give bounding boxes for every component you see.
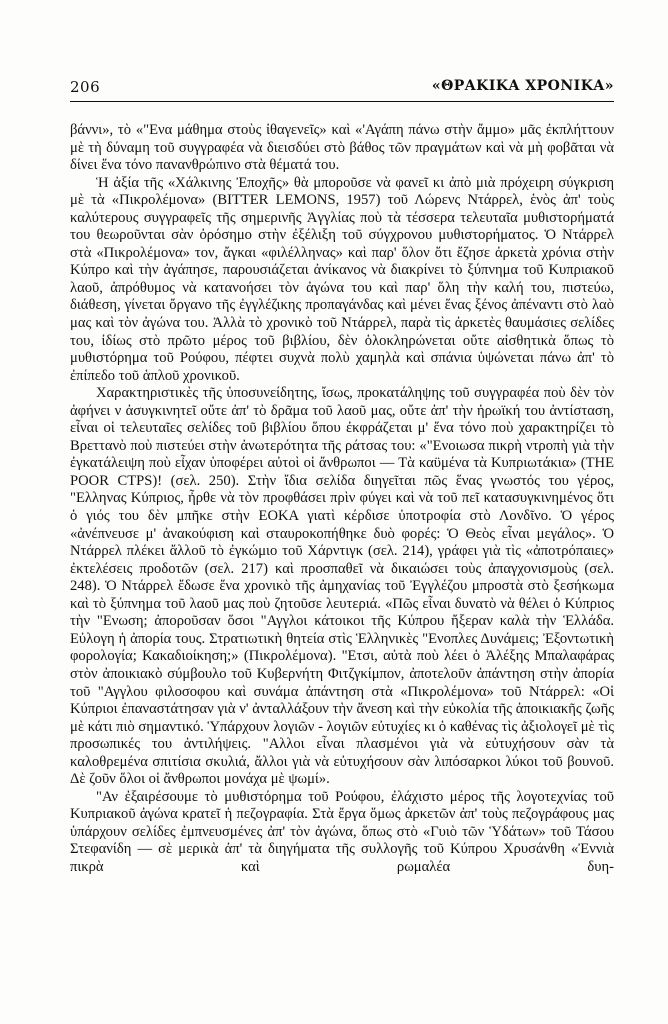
header-rule xyxy=(70,101,614,102)
page-number: 206 xyxy=(70,78,101,96)
paragraph-continuation: βάννι», τὸ «"Ενα μάθημα στοὺς ἰθαγενεῖς» καὶ «'Αγάπη πάνω στὴν ἄμμο» μᾶς ἐκπλήττουν μὲ τὴ δύναμη τοῦ συγγραφέα νὰ διεισδύει στὸ βάθος τῶν πραγμάτων καὶ νὰ μὴ φοβᾶται νὰ δίνει ἕνα τόνο πανανθρώπινο στὰ θέματά του. xyxy=(70,122,614,174)
paragraph: "Αν ἐξαιρέσουμε τὸ μυθιστόρημα τοῦ Ρούφου, ἐλάχιστο μέρος τῆς λογοτεχνίας τοῦ Κυπριακοῦ ἀγώνα κρατεῖ ἡ πεζογραφία. Στὰ ἔργα ὅμως ἀρκετῶν ἀπ' τοὺς πεζογράφους μας ὑπάρχουν σελίδες ἐμπνευσμένες ἀπ' τὸν ἀγώνα, ὅπως στὸ «Γυιὸ τῶν Ὑδάτων» τοῦ Τάσου Στεφανίδη — σὲ μερικὰ ἀπ' τὰ διηγήματα τῆς συλλογῆς τοῦ Κύπρου Χρυσάνθη «Ἐννιὰ πικρὰ καὶ ρωμαλέα δυη- xyxy=(70,788,614,875)
body-text xyxy=(70,122,614,877)
paragraph: Ἡ ἀξία τῆς «Χάλκινης Ἐποχῆς» θὰ μποροῦσε νὰ φανεῖ κι ἀπὸ μιὰ πρόχειρη σύγκριση μὲ τὰ «Πικρολέμονα» (BITTER LEMONS, 1957) τοῦ Λώρενς Ντάρρελ, ἑνὸς ἀπ' τοὺς καλύτερους συγγραφεῖς τῆς σημερινῆς Ἀγγλίας ποὺ τὰ τέσσερα τελευταῖα μυθιστορήματά του θεωροῦνται σὰν ὀρόσημο στὴν ἐξέλιξη τοῦ σύγχρονου μυθιστορήματος. Ὁ Ντάρρελ στὰ «Πικρολέμονα» τον, ἄγκαι «φιλέλληνας» καὶ παρ' ὅλον ὅτι ἔζησε ἀρκετὰ χρόνια στὴν Κύπρο καὶ τὴν ἀγάπησε, παρουσιάζεται ἀνίκανος νὰ διακρίνει τὸ ξύπνημα τοῦ Κυπριακοῦ λαοῦ, ἀπρόθυμος νὰ κατανοήσει τὸν ἀγώνα του καὶ παρ' ὅλη τὴν καλή του, πιστεύω, διάθεση, γίνεται ὄργανο τῆς ἐγγλέζικης προπαγάνδας καὶ μένει ἕνας ξένος ἀπέναντι στὸ λαὸ μας καὶ τὸν ἀγώνα του. Ἀλλὰ τὸ χρονικὸ τοῦ Ντάρρελ, παρὰ τὶς ἀρκετὲς θαυμάσιες σελίδες του, ἰδίως στὸ πρῶτο μέρος τοῦ βιβλίου, δὲν ὁλοκληρώνεται οὔτε αἰσθητικὰ ὅπως τὸ μυθιστόρημα τοῦ Ρούφου, πέφτει συχνὰ πολὺ χαμηλὰ καὶ σπάνια ὑψώνεται πάνω ἀπ' τὸ ἐπίπεδο τοῦ ἁπλοῦ χρονικοῦ. xyxy=(70,174,614,384)
paragraph: Χαρακτηριστικὲς τῆς ὑποσυνείδητης, ἴσως, προκατάληψης τοῦ συγγραφέα ποὺ δὲν τὸν ἀφήνει ν ἀσυγκινητεῖ οὔτε ἀπ' τὸ δρᾶμα τοῦ λαοῦ μας, οὔτε ἀπ' τὴν ἡρωϊκή του ἀντίσταση, εἶναι οἱ τελευταῖες σελίδες τοῦ βιβλίου ὅπου ἐκφράζεται μ' ἕνα τόνο ποὺ χαρακτηρίζει τὸ Βρεττανὸ ποὺ πιστεύει στὴν ἀνωτερότητα τῆς ράτσας του: «"Ενοιωσα πικρὴ ντροπὴ γιὰ τὴν ἐγκατάλειψη ποὺ εἶχαν ὑποφέρει αὐτοὶ οἱ ἄνθρωποι — Τὰ καϋμένα τὰ Κυπριωτάκια» (THE POOR CTPS)! (σελ. 250). Στὴν ἴδια σελίδα διηγεῖται πῶς ἕνας γνωστός του γέρος, "Ελληνας Κύπριος, ἦρθε νὰ τὸν προφθάσει πρὶν φύγει καὶ νὰ τοῦ πεῖ κατασυγκινημένος ὅτι ὁ γιός του δὲν μπῆκε στὴν ΕΟΚΑ γιατὶ κέρδισε ὑποτροφία στὸ Λονδῖνο. Ὁ γέρος «ἀνέπνευσε μ' ἀνακούφιση καὶ σταυροκοπήθηκε δυὸ φορές: Ὁ Θεὸς εἶναι μεγάλος». Ὁ Ντάρρελ πλέκει ἄλλοῦ τὸ ἐγκώμιο τοῦ Χάρντιγκ (σελ. 214), γράφει γιὰ τὶς «ἀποτρόπαιες» ἐκτελέσεις προδοτῶν (σελ. 217) καὶ προσπαθεῖ νὰ δικαιώσει τοὺς ἀπαγχονισμοὺς (σελ. 248). Ὁ Ντάρρελ ἔδωσε ἕνα χρονικὸ τῆς ἀμηχανίας τοῦ Ἐγγλέζου μπροστὰ στὸ ξεσήκωμα καὶ τὸ ξύπνημα τοῦ λαοῦ μας ποὺ ζητοῦσε λευτεριά. «Πῶς εἶναι δυνατὸ νὰ θέλει ὁ Κύπριος τὴν "Ενωση; ἀποροῦσαν ὅσοι "Αγγλοι κάτοικοι τῆς Κύπρου ἤξεραν καλὰ τὴν Ἑλλάδα. Εὐλογη ἡ ἀπορία τους. Στρατιωτικὴ θητεία στὶς Ἑλληνικὲς "Ενοπλες Δυνάμεις; Ἐξοντωτικὴ φορολογία; Κακαδιοίκηση;» (Πικρολέμονα). "Ετσι, αὐτὰ ποὺ λέει ὁ Ἀλέξης Μπαλαφάρας στὸν ἀποικιακὸ σύμβουλο τοῦ Κυβερνήτη Φιτζγκίμπον, ἀποτελοῦν ἀπάντηση στὴν ἀπορία τοῦ "Αγγλου φιλοσοφου καὶ συνάμα ἀπάντηση στὰ «Πικρολέμονα» τοῦ Ντάρρελ: «Οἱ Κύπριοι ἐπαναστάτησαν γιὰ ν' ἀνταλλάξουν τὴν ἄνεση καὶ τὴν εὐκολία τῆς ἀποικιακῆς ζωῆς μὲ κάτι πιὸ σημαντικό. Ὑπάρχουν λογιῶν - λογιῶν εὐτυχίες κι ὁ καθένας τὶς ἀξιολογεῖ μὲ τὶς προσωπικές του ἀντιλήψεις. "Αλλοι εἶναι πλασμένοι γιὰ νὰ εὐτυχήσουν σὰν τὰ καλοθρεμένα σπιτίσια σκυλιά, ἄλλοι γιὰ νὰ εὐτυχήσουν σὰν λιπόσαρκοι λύκοι τοῦ βουνοῦ. Δὲ ζοῦν ὅλοι οἱ ἄνθρωποι μονάχα μὲ ψωμί». xyxy=(70,385,614,788)
running-title: «ΘΡΑΚΙΚΑ ΧΡΟΝΙΚΑ» xyxy=(431,78,614,94)
page-header xyxy=(70,78,614,100)
